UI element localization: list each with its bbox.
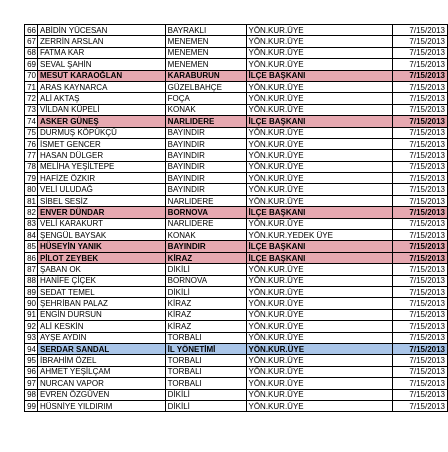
row-number: 78 xyxy=(25,161,38,172)
member-name: AYŞE AYDIN xyxy=(37,332,165,343)
member-name: HASAN DÜLGER xyxy=(37,150,165,161)
district-name: BAYINDIR xyxy=(165,138,246,149)
date-cell: 7/15/2013 xyxy=(393,264,448,275)
member-name: SEDAT TEMEL xyxy=(37,286,165,297)
district-name: KİRAZ xyxy=(165,309,246,320)
table-row xyxy=(25,298,448,309)
date-cell: 7/15/2013 xyxy=(393,195,448,206)
role-title: YÖN.KUR.ÜYE xyxy=(246,389,393,400)
role-title: YÖN.KUR.ÜYE xyxy=(246,309,393,320)
date-cell: 7/15/2013 xyxy=(393,355,448,366)
date-cell: 7/15/2013 xyxy=(393,59,448,70)
table-row xyxy=(25,230,448,241)
role-title: YÖN.KUR.ÜYE xyxy=(246,25,393,36)
district-name: KONAK xyxy=(165,230,246,241)
member-name: SERDAR SANDAL xyxy=(37,343,165,354)
member-name: NURCAN VAPOR xyxy=(37,378,165,389)
date-cell: 7/15/2013 xyxy=(393,298,448,309)
district-name: NARLIDERE xyxy=(165,218,246,229)
member-name: HÜSEYİN YANIK xyxy=(37,241,165,252)
role-title: YÖN.KUR.ÜYE xyxy=(246,298,393,309)
row-number: 66 xyxy=(25,25,38,36)
table-row xyxy=(25,389,448,400)
table-row xyxy=(25,25,448,36)
role-title: YÖN.KUR.ÜYE xyxy=(246,366,393,377)
date-cell: 7/15/2013 xyxy=(393,116,448,127)
district-name: GÜZELBAHÇE xyxy=(165,81,246,92)
date-cell: 7/15/2013 xyxy=(393,161,448,172)
role-title: YÖN.KUR.ÜYE xyxy=(246,195,393,206)
role-title: YÖN.KUR.ÜYE xyxy=(246,218,393,229)
role-title: YÖN.KUR.ÜYE xyxy=(246,59,393,70)
row-number: 75 xyxy=(25,127,38,138)
table-row xyxy=(25,116,448,127)
row-number: 92 xyxy=(25,321,38,332)
row-number: 85 xyxy=(25,241,38,252)
date-cell: 7/15/2013 xyxy=(393,127,448,138)
member-name: MESUT KARAOĞLAN xyxy=(37,70,165,81)
table-row xyxy=(25,275,448,286)
table-row xyxy=(25,400,448,411)
table-row xyxy=(25,93,448,104)
member-name: FATMA KAR xyxy=(37,47,165,58)
table-row xyxy=(25,309,448,320)
district-name: NARLIDERE xyxy=(165,195,246,206)
role-title: İLÇE BAŞKANI xyxy=(246,241,393,252)
member-name: ABİDİN YÜCESAN xyxy=(37,25,165,36)
date-cell: 7/15/2013 xyxy=(393,286,448,297)
member-name: ALİ KESKİN xyxy=(37,321,165,332)
role-title: YÖN.KUR.ÜYE xyxy=(246,332,393,343)
member-name: ŞENGÜL BAYSAK xyxy=(37,230,165,241)
role-title: YÖN.KUR.ÜYE xyxy=(246,286,393,297)
district-name: DİKİLİ xyxy=(165,286,246,297)
row-number: 89 xyxy=(25,286,38,297)
role-title: YÖN.KUR.ÜYE xyxy=(246,161,393,172)
row-number: 67 xyxy=(25,36,38,47)
role-title: YÖN.KUR.ÜYE xyxy=(246,81,393,92)
district-name: BAYINDIR xyxy=(165,184,246,195)
date-cell: 7/15/2013 xyxy=(393,389,448,400)
row-number: 70 xyxy=(25,70,38,81)
member-name: VİLDAN KÜPELİ xyxy=(37,104,165,115)
district-name: BAYINDIR xyxy=(165,127,246,138)
date-cell: 7/15/2013 xyxy=(393,104,448,115)
date-cell: 7/15/2013 xyxy=(393,378,448,389)
role-title: YÖN.KUR.ÜYE xyxy=(246,173,393,184)
role-title: YÖN.KUR.ÜYE xyxy=(246,93,393,104)
member-name: VELİ KARAKURT xyxy=(37,218,165,229)
role-title: YÖN.KUR.ÜYE xyxy=(246,275,393,286)
date-cell: 7/15/2013 xyxy=(393,81,448,92)
district-name: TORBALI xyxy=(165,366,246,377)
district-name: KİRAZ xyxy=(165,298,246,309)
member-name: ARAS KAYNARCA xyxy=(37,81,165,92)
row-number: 97 xyxy=(25,378,38,389)
row-number: 77 xyxy=(25,150,38,161)
member-name: AHMET YEŞİLÇAM xyxy=(37,366,165,377)
row-number: 90 xyxy=(25,298,38,309)
role-title: YÖN.KUR.YEDEK ÜYE xyxy=(246,230,393,241)
table-row xyxy=(25,47,448,58)
row-number: 76 xyxy=(25,138,38,149)
date-cell: 7/15/2013 xyxy=(393,252,448,263)
date-cell: 7/15/2013 xyxy=(393,275,448,286)
district-name: BAYINDIR xyxy=(165,150,246,161)
member-name: EVREN ÖZGÜVEN xyxy=(37,389,165,400)
member-name: İSMET GENCER xyxy=(37,138,165,149)
district-name: TORBALI xyxy=(165,332,246,343)
date-cell: 7/15/2013 xyxy=(393,207,448,218)
member-name: SEVAL ŞAHİN xyxy=(37,59,165,70)
date-cell: 7/15/2013 xyxy=(393,173,448,184)
role-title: YÖN.KUR.ÜYE xyxy=(246,138,393,149)
table-row xyxy=(25,36,448,47)
member-table xyxy=(24,24,448,412)
district-name: TORBALI xyxy=(165,355,246,366)
member-name: MELİHA YEŞİLTEPE xyxy=(37,161,165,172)
member-name: VELİ ULUDAĞ xyxy=(37,184,165,195)
row-number: 96 xyxy=(25,366,38,377)
district-name: KİRAZ xyxy=(165,252,246,263)
date-cell: 7/15/2013 xyxy=(393,150,448,161)
role-title: YÖN.KUR.ÜYE xyxy=(246,127,393,138)
role-title: YÖN.KUR.ÜYE xyxy=(246,378,393,389)
date-cell: 7/15/2013 xyxy=(393,36,448,47)
role-title: YÖN.KUR.ÜYE xyxy=(246,184,393,195)
date-cell: 7/15/2013 xyxy=(393,343,448,354)
member-name: ZERRİN ARSLAN xyxy=(37,36,165,47)
table-row xyxy=(25,321,448,332)
member-name: ŞABAN OK xyxy=(37,264,165,275)
date-cell: 7/15/2013 xyxy=(393,70,448,81)
date-cell: 7/15/2013 xyxy=(393,25,448,36)
district-name: BORNOVA xyxy=(165,207,246,218)
district-name: DİKİLİ xyxy=(165,400,246,411)
district-name: İL YÖNETİMİ xyxy=(165,343,246,354)
table-row xyxy=(25,81,448,92)
row-number: 88 xyxy=(25,275,38,286)
table-row xyxy=(25,332,448,343)
table-row xyxy=(25,355,448,366)
table-row xyxy=(25,207,448,218)
member-name: ENVER DÜNDAR xyxy=(37,207,165,218)
district-name: BAYRAKLI xyxy=(165,25,246,36)
member-name: ASKER GÜNEŞ xyxy=(37,116,165,127)
date-cell: 7/15/2013 xyxy=(393,332,448,343)
district-name: KİRAZ xyxy=(165,321,246,332)
role-title: İLÇE BAŞKANI xyxy=(246,207,393,218)
date-cell: 7/15/2013 xyxy=(393,184,448,195)
member-name: ENGİN DURSUN xyxy=(37,309,165,320)
table-row xyxy=(25,218,448,229)
district-name: KONAK xyxy=(165,104,246,115)
role-title: YÖN.KUR.ÜYE xyxy=(246,343,393,354)
date-cell: 7/15/2013 xyxy=(393,138,448,149)
row-number: 82 xyxy=(25,207,38,218)
date-cell: 7/15/2013 xyxy=(393,230,448,241)
role-title: YÖN.KUR.ÜYE xyxy=(246,321,393,332)
district-name: MENEMEN xyxy=(165,36,246,47)
row-number: 73 xyxy=(25,104,38,115)
member-name: SİBEL SESİZ xyxy=(37,195,165,206)
row-number: 86 xyxy=(25,252,38,263)
table-row xyxy=(25,366,448,377)
district-name: NARLIDERE xyxy=(165,116,246,127)
table-row xyxy=(25,252,448,263)
table-row xyxy=(25,161,448,172)
row-number: 87 xyxy=(25,264,38,275)
district-name: MENEMEN xyxy=(165,47,246,58)
member-name: İBRAHİM ÖZEL xyxy=(37,355,165,366)
member-name: HÜSNİYE YILDIRIM xyxy=(37,400,165,411)
table-row xyxy=(25,184,448,195)
row-number: 80 xyxy=(25,184,38,195)
table-row xyxy=(25,70,448,81)
member-name: DURMUŞ KÖPÜKÇÜ xyxy=(37,127,165,138)
role-title: YÖN.KUR.ÜYE xyxy=(246,104,393,115)
table-row xyxy=(25,173,448,184)
district-name: TORBALI xyxy=(165,378,246,389)
date-cell: 7/15/2013 xyxy=(393,321,448,332)
row-number: 98 xyxy=(25,389,38,400)
district-name: KARABURUN xyxy=(165,70,246,81)
row-number: 79 xyxy=(25,173,38,184)
row-number: 94 xyxy=(25,343,38,354)
row-number: 99 xyxy=(25,400,38,411)
table-row xyxy=(25,127,448,138)
date-cell: 7/15/2013 xyxy=(393,241,448,252)
table-row xyxy=(25,286,448,297)
table-row xyxy=(25,378,448,389)
row-number: 91 xyxy=(25,309,38,320)
district-name: MENEMEN xyxy=(165,59,246,70)
member-name: HANİFE ÇİÇEK xyxy=(37,275,165,286)
role-title: İLÇE BAŞKANI xyxy=(246,116,393,127)
row-number: 83 xyxy=(25,218,38,229)
date-cell: 7/15/2013 xyxy=(393,93,448,104)
role-title: YÖN.KUR.ÜYE xyxy=(246,400,393,411)
table-row xyxy=(25,104,448,115)
member-name: HAFİZE ÖZKIR xyxy=(37,173,165,184)
table-row xyxy=(25,59,448,70)
district-name: BAYINDIR xyxy=(165,241,246,252)
row-number: 71 xyxy=(25,81,38,92)
table-row xyxy=(25,150,448,161)
row-number: 84 xyxy=(25,230,38,241)
role-title: YÖN.KUR.ÜYE xyxy=(246,264,393,275)
district-name: BAYINDIR xyxy=(165,161,246,172)
role-title: İLÇE BAŞKANI xyxy=(246,252,393,263)
district-name: DİKİLİ xyxy=(165,264,246,275)
row-number: 81 xyxy=(25,195,38,206)
table-row xyxy=(25,343,448,354)
table-row xyxy=(25,195,448,206)
date-cell: 7/15/2013 xyxy=(393,218,448,229)
district-name: BORNOVA xyxy=(165,275,246,286)
member-name: ŞEHRİBAN PALAZ xyxy=(37,298,165,309)
district-name: DİKİLİ xyxy=(165,389,246,400)
table-row xyxy=(25,264,448,275)
role-title: İLÇE BAŞKANI xyxy=(246,70,393,81)
row-number: 93 xyxy=(25,332,38,343)
date-cell: 7/15/2013 xyxy=(393,400,448,411)
date-cell: 7/15/2013 xyxy=(393,309,448,320)
role-title: YÖN.KUR.ÜYE xyxy=(246,36,393,47)
member-name: ALİ AKTAŞ xyxy=(37,93,165,104)
table-row xyxy=(25,138,448,149)
table-row xyxy=(25,241,448,252)
date-cell: 7/15/2013 xyxy=(393,366,448,377)
role-title: YÖN.KUR.ÜYE xyxy=(246,355,393,366)
row-number: 72 xyxy=(25,93,38,104)
row-number: 69 xyxy=(25,59,38,70)
member-name: PİLOT ZEYBEK xyxy=(37,252,165,263)
row-number: 68 xyxy=(25,47,38,58)
district-name: BAYINDIR xyxy=(165,173,246,184)
district-name: FOÇA xyxy=(165,93,246,104)
date-cell: 7/15/2013 xyxy=(393,47,448,58)
role-title: YÖN.KUR.ÜYE xyxy=(246,150,393,161)
row-number: 95 xyxy=(25,355,38,366)
role-title: YÖN.KUR.ÜYE xyxy=(246,47,393,58)
member-table-body xyxy=(25,25,448,412)
row-number: 74 xyxy=(25,116,38,127)
